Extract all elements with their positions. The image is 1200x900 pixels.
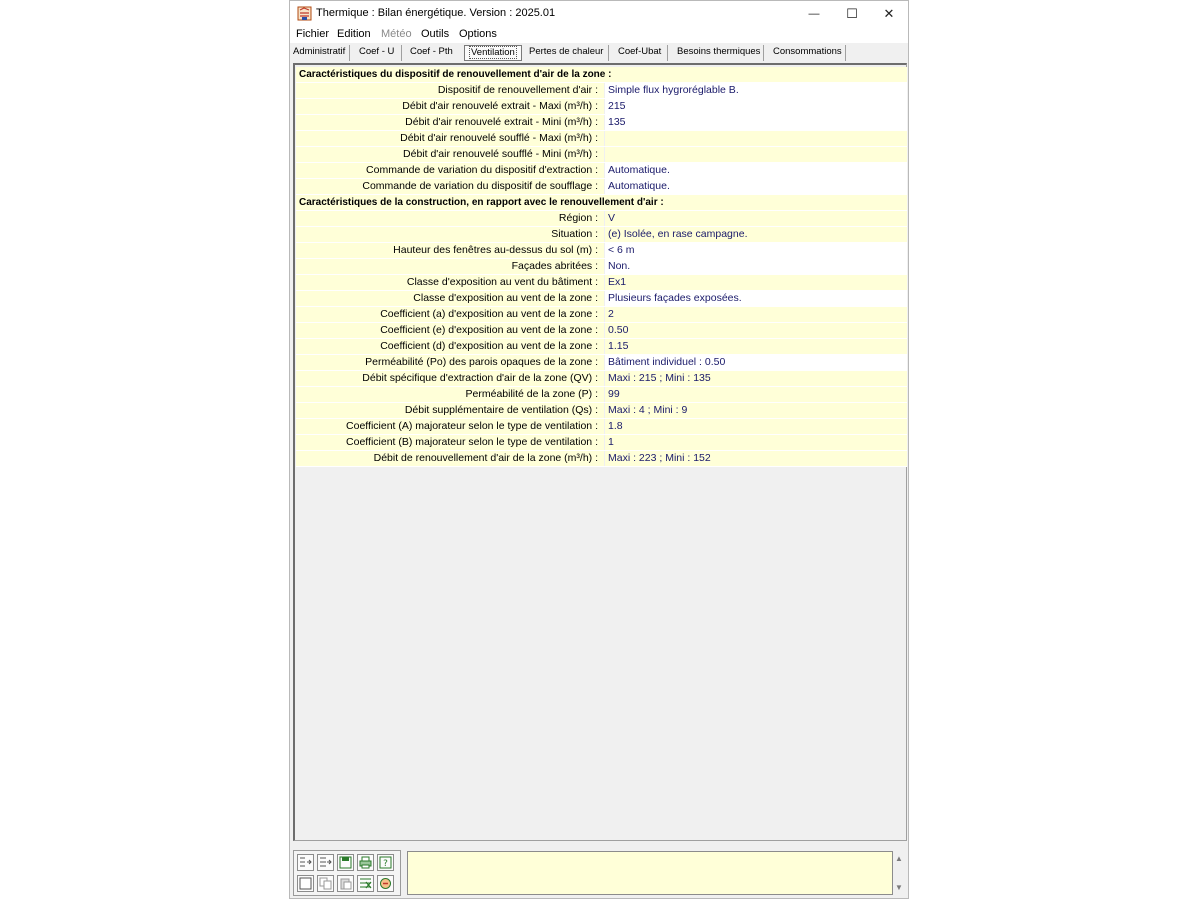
table-row[interactable]	[296, 259, 907, 275]
menu-edition[interactable]: Edition	[337, 28, 371, 40]
row-value[interactable]	[605, 131, 907, 146]
section-title-device: Caractéristiques du dispositif de renouvellement d'air de la zone :	[296, 67, 907, 82]
message-scrollbar[interactable]	[893, 851, 905, 895]
append-row-button[interactable]	[317, 854, 334, 871]
row-label: Débit d'air renouvelé soufflé - Maxi (m³/h) :	[296, 131, 604, 146]
row-value[interactable]: Bâtiment individuel : 0.50	[605, 355, 907, 370]
print-button[interactable]	[357, 854, 374, 871]
row-value[interactable]: 2	[605, 307, 907, 322]
copy-button[interactable]	[317, 875, 334, 892]
tab-divider	[401, 45, 402, 61]
row-label: Perméabilité (Po) des parois opaques de la zone :	[296, 355, 604, 370]
row-value[interactable]: Maxi : 4 ; Mini : 9	[605, 403, 907, 418]
tab-consommations[interactable]: Consommations	[773, 46, 842, 57]
row-label: Débit d'air renouvelé extrait - Mini (m³/h) :	[296, 115, 604, 130]
row-value[interactable]: 1.15	[605, 339, 907, 354]
row-label: Classe d'exposition au vent de la zone :	[296, 291, 604, 306]
exit-button[interactable]	[377, 875, 394, 892]
table-row[interactable]	[296, 275, 907, 291]
new-button[interactable]	[297, 875, 314, 892]
row-label: Débit d'air renouvelé extrait - Maxi (m³/h) :	[296, 99, 604, 114]
row-value[interactable]: 99	[605, 387, 907, 402]
table-row[interactable]	[296, 179, 907, 195]
menu-bar	[290, 27, 908, 43]
minimize-icon: —	[808, 8, 820, 20]
app-icon	[297, 6, 312, 21]
exit-icon	[379, 877, 392, 890]
row-value[interactable]: Simple flux hygroréglable B.	[605, 83, 907, 98]
tab-divider	[763, 45, 764, 61]
row-value[interactable]: 1	[605, 435, 907, 450]
row-value[interactable]: 135	[605, 115, 907, 130]
row-value[interactable]: Maxi : 223 ; Mini : 152	[605, 451, 907, 466]
row-value[interactable]: V	[605, 211, 907, 226]
scroll-up-icon[interactable]: ▲	[895, 854, 903, 863]
row-value[interactable]: 0.50	[605, 323, 907, 338]
row-label: Commande de variation du dispositif de soufflage :	[296, 179, 604, 194]
insert-row-icon	[299, 856, 312, 869]
table-row[interactable]	[296, 147, 907, 163]
section-header	[296, 67, 907, 83]
minimize-button[interactable]	[795, 1, 833, 27]
row-label: Commande de variation du dispositif d'extraction :	[296, 163, 604, 178]
table-row[interactable]	[296, 131, 907, 147]
menu-outils[interactable]: Outils	[421, 28, 450, 40]
table-row[interactable]	[296, 227, 907, 243]
row-label: Coefficient (B) majorateur selon le type de ventilation :	[296, 435, 604, 450]
row-value[interactable]	[605, 147, 907, 162]
delete-row-button[interactable]	[357, 875, 374, 892]
ventilation-grid	[296, 67, 907, 467]
table-row[interactable]	[296, 419, 907, 435]
table-row[interactable]	[296, 371, 907, 387]
tab-coef-pth[interactable]: Coef - Pth	[410, 46, 453, 57]
row-label: Perméabilité de la zone (P) :	[296, 387, 604, 402]
row-label: Débit d'air renouvelé soufflé - Mini (m³/h) :	[296, 147, 604, 162]
paste-icon	[339, 877, 352, 890]
tab-ventilation-label: Ventilation	[471, 47, 515, 58]
tab-divider	[349, 45, 350, 61]
table-row[interactable]	[296, 211, 907, 227]
maximize-icon: ☐	[846, 6, 858, 21]
row-value[interactable]: Non.	[605, 259, 907, 274]
table-row[interactable]	[296, 435, 907, 451]
delete-row-icon	[359, 877, 372, 890]
section-title-construction: Caractéristiques de la construction, en rapport avec le renouvellement d'air :	[296, 195, 907, 210]
insert-row-button[interactable]	[297, 854, 314, 871]
row-label: Coefficient (A) majorateur selon le type de ventilation :	[296, 419, 604, 434]
toolbox	[293, 850, 401, 896]
copy-icon	[319, 877, 332, 890]
table-row[interactable]	[296, 339, 907, 355]
row-label: Classe d'exposition au vent du bâtiment :	[296, 275, 604, 290]
tab-divider	[845, 45, 846, 61]
help-button[interactable]	[377, 854, 394, 871]
row-value[interactable]: Maxi : 215 ; Mini : 135	[605, 371, 907, 386]
row-label: Région :	[296, 211, 604, 226]
table-row[interactable]	[296, 99, 907, 115]
row-value[interactable]: 1.8	[605, 419, 907, 434]
row-label: Hauteur des fenêtres au-dessus du sol (m) :	[296, 243, 604, 258]
tab-besoins-thermiques[interactable]: Besoins thermiques	[677, 46, 761, 57]
table-row[interactable]	[296, 291, 907, 307]
row-value[interactable]: 215	[605, 99, 907, 114]
row-value[interactable]: Ex1	[605, 275, 907, 290]
tab-ventilation[interactable]	[464, 45, 522, 61]
close-icon: ✕	[883, 6, 895, 21]
section-header	[296, 195, 907, 211]
table-row[interactable]	[296, 387, 907, 403]
paste-button[interactable]	[337, 875, 354, 892]
table-row[interactable]	[296, 323, 907, 339]
table-row[interactable]	[296, 403, 907, 419]
svg-text:?: ?	[383, 859, 388, 869]
help-icon	[379, 856, 392, 869]
title-bar[interactable]	[290, 1, 908, 27]
append-row-icon	[319, 856, 332, 869]
app-window	[289, 0, 909, 899]
tab-coef-u[interactable]: Coef - U	[359, 46, 395, 57]
row-value[interactable]: (e) Isolée, en rase campagne.	[605, 227, 907, 242]
window-title: Thermique : Bilan énergétique. Version : 2025.01	[316, 7, 556, 19]
row-label: Débit spécifique d'extraction d'air de la zone (QV) :	[296, 371, 604, 386]
row-label: Façades abritées :	[296, 259, 604, 274]
row-label: Dispositif de renouvellement d'air :	[296, 83, 604, 98]
message-box[interactable]	[407, 851, 893, 895]
row-label: Débit de renouvellement d'air de la zone (m³/h) :	[296, 451, 604, 466]
tab-divider	[608, 45, 609, 61]
row-value[interactable]: Plusieurs façades exposées.	[605, 291, 907, 306]
row-value[interactable]: < 6 m	[605, 243, 907, 258]
scroll-down-icon[interactable]: ▼	[895, 883, 903, 892]
row-label: Coefficient (d) d'exposition au vent de la zone :	[296, 339, 604, 354]
save-icon	[339, 856, 352, 869]
row-label: Coefficient (e) d'exposition au vent de la zone :	[296, 323, 604, 338]
menu-options[interactable]: Options	[459, 28, 497, 40]
menu-meteo[interactable]: Météo	[381, 28, 412, 40]
table-row[interactable]	[296, 243, 907, 259]
table-row[interactable]	[296, 451, 907, 467]
tab-administratif[interactable]: Administratif	[293, 46, 346, 57]
menu-fichier[interactable]: Fichier	[296, 28, 330, 40]
printer-icon	[359, 856, 372, 869]
table-row[interactable]	[296, 115, 907, 131]
table-row[interactable]	[296, 83, 907, 99]
row-value[interactable]: Automatique.	[605, 179, 907, 194]
tab-bar	[290, 43, 908, 63]
row-label: Débit supplémentaire de ventilation (Qs) :	[296, 403, 604, 418]
table-row[interactable]	[296, 307, 907, 323]
save-button[interactable]	[337, 854, 354, 871]
tab-coef-ubat[interactable]: Coef-Ubat	[618, 46, 662, 57]
table-row[interactable]	[296, 163, 907, 179]
row-label: Situation :	[296, 227, 604, 242]
tab-pertes-de-chaleur[interactable]: Pertes de chaleur	[529, 46, 604, 57]
row-value[interactable]: Automatique.	[605, 163, 907, 178]
maximize-button[interactable]	[833, 1, 871, 27]
close-button[interactable]	[870, 1, 908, 27]
tab-divider	[667, 45, 668, 61]
ventilation-panel	[293, 63, 907, 841]
blank-page-icon	[299, 877, 312, 890]
table-row[interactable]	[296, 355, 907, 371]
bottom-bar	[293, 849, 905, 897]
row-label: Coefficient (a) d'exposition au vent de la zone :	[296, 307, 604, 322]
